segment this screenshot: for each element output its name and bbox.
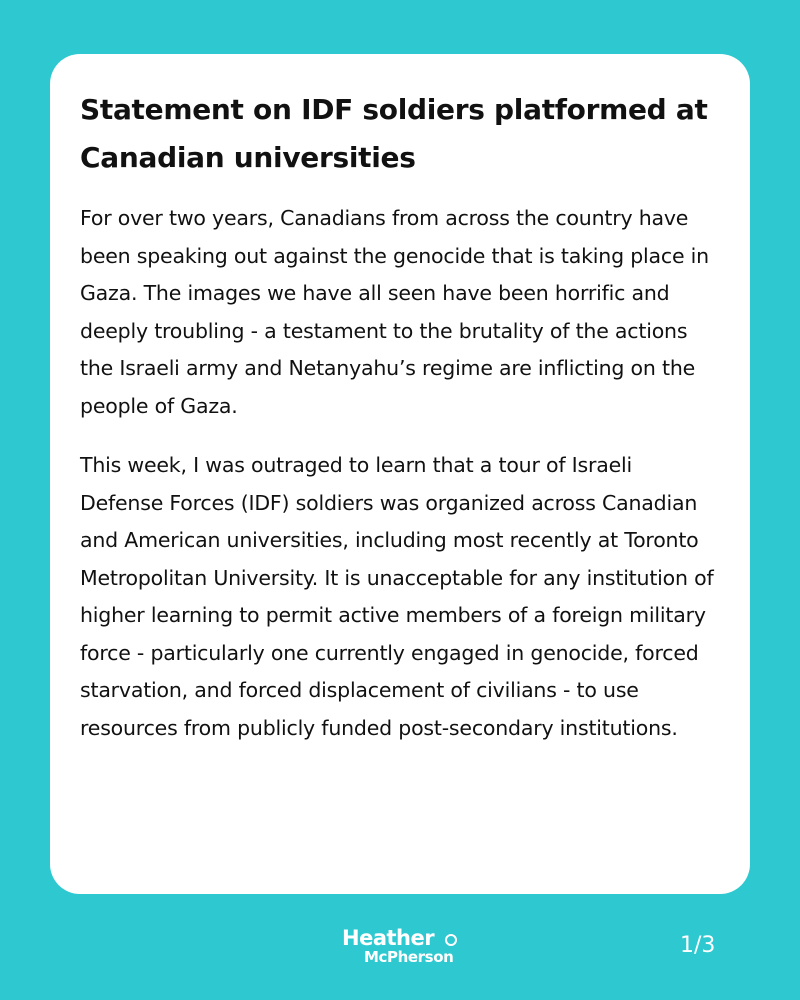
statement-paragraph-2: This week, I was outraged to learn that a tour of Israeli Defense Forces (IDF) soldiers was organized across Canadian and American universities, including most recently at Toronto Metropolitan University. It is unacceptable for any institution of higher learning to permit active members of a foreign military force - particularly one currently engaged in genocide, forced starvation, and forced displacement of civilians - to use resources from publicly funded post-secondary institutions. <box>80 453 714 740</box>
statement-paragraph-1: For over two years, Canadians from across the country have been speaking out against the genocide that is taking place in Gaza. The images we have all seen have been horrific and deeply troubling - a testament to the brutality of the actions the Israeli army and Netanyahu’s regime are inflicting on the people of Gaza. <box>80 206 709 418</box>
statement-card <box>50 54 750 894</box>
statement-title: Statement on IDF soldiers platformed at Canadian universities <box>80 93 708 174</box>
heather-mcpherson-logo <box>342 926 472 972</box>
logo-first-name: Heather <box>342 926 435 950</box>
logo-last-name: McPherson <box>364 948 454 966</box>
logo-circle-icon <box>445 934 457 946</box>
page-indicator: 1/3 <box>680 933 716 958</box>
